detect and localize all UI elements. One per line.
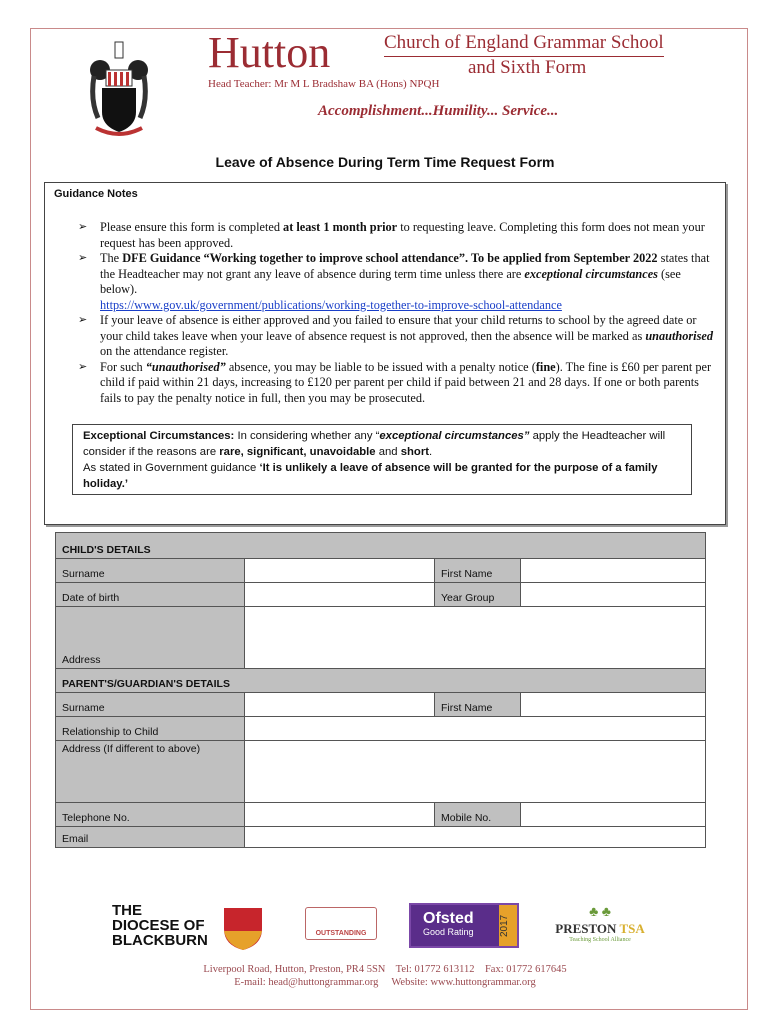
text: short — [400, 446, 429, 458]
footer-contact: E-mail: head@huttongrammar.org Website: www.huttongrammar.org — [234, 977, 536, 988]
child-details-heading: CHILD'S DETAILS — [56, 533, 705, 559]
text: DFE Guidance “Working together to improve school attendance”. To be applied from September 2022 — [122, 251, 658, 265]
text: PRESTON — [555, 921, 617, 936]
text: to requesting leave. Completing this form does not mean your request has been approved. — [100, 220, 705, 250]
text: OUTSTANDING — [315, 930, 367, 937]
child-dob-label: Date of birth — [56, 583, 244, 607]
child-first-name-label: First Name — [434, 559, 520, 583]
text: 2017 — [499, 905, 517, 946]
parent-surname-label: Surname — [56, 693, 244, 717]
school-motto: Accomplishment...Humility... Service... — [318, 103, 559, 119]
child-surname-input[interactable] — [244, 559, 434, 583]
text: on the attendance register. — [100, 344, 229, 358]
child-year-group-input[interactable] — [520, 583, 705, 607]
telephone-label: Telephone No. — [56, 803, 244, 827]
text: As stated in Government guidance — [83, 462, 260, 474]
parent-address-label: Address (If different to above) — [56, 741, 244, 803]
parent-first-name-label: First Name — [434, 693, 520, 717]
preston-tsa-logo: ♣ ♣ PRESTON TSA Teaching School Alliance — [540, 905, 660, 943]
guidance-item — [78, 313, 718, 360]
text: absence, you may be liable to be issued with a penalty notice ( — [225, 359, 536, 374]
footer-address: Liverpool Road, Hutton, Preston, PR4 5SN Tel: 01772 613112 Fax: 01772 617645 — [203, 964, 567, 975]
relationship-input[interactable] — [244, 717, 705, 741]
parent-address-input[interactable] — [244, 741, 705, 803]
text: states that the Headteacher may not grant any leave of absence during term time unless there are — [100, 251, 710, 281]
child-address-label: Address — [56, 607, 244, 669]
school-subtitle-2: and Sixth Form — [468, 57, 587, 78]
mobile-label: Mobile No. — [434, 803, 520, 827]
text: ‘It is unlikely a leave of absence will be granted for the purpose of a family holiday.’ — [83, 462, 658, 490]
text: Good Rating — [423, 927, 474, 937]
guidance-item — [78, 251, 718, 313]
text: For such — [100, 359, 146, 374]
text: fine — [535, 359, 556, 374]
guidance-item — [78, 360, 718, 407]
mobile-input[interactable] — [520, 803, 705, 827]
email-input[interactable] — [244, 827, 705, 847]
text: TSA — [619, 921, 645, 936]
text: “unauthorised” — [145, 359, 226, 374]
text: at least 1 month prior — [283, 220, 398, 234]
text: (see below). — [100, 266, 681, 296]
text: Please ensure this form is completed — [100, 220, 284, 234]
text: Teaching School Alliance — [569, 937, 631, 943]
ofsted-logo — [409, 903, 519, 948]
text: exceptional circumstances — [524, 266, 658, 281]
text: . — [428, 446, 433, 458]
guidance-item — [78, 220, 718, 251]
school-name: Hutton — [208, 28, 331, 77]
text: If your leave of absence is either approved and you failed to ensure that your child returns to school by the agreed date or your child takes leave when your leave of absence request is not approved, then the absence will be marked as — [100, 313, 697, 343]
email-label: Email — [56, 827, 244, 847]
school-crest-logo — [88, 40, 150, 140]
text: Ofsted — [423, 910, 474, 927]
parent-details-heading: PARENT'S/GUARDIAN'S DETAILS — [56, 669, 705, 693]
text: ). The fine is £60 per parent per child if paid within 21 days, increasing to £120 per parent per child if paid between 21 and 28 days. If one or both parents fails to pay the penalty notice in full, then you may be prosecuted. — [100, 359, 712, 405]
text: rare, significant, unavoidable — [219, 446, 376, 458]
child-first-name-input[interactable] — [520, 559, 705, 583]
text: Exceptional Circumstances: — [83, 430, 235, 442]
form-title: Leave of Absence During Term Time Request Form — [215, 154, 555, 170]
text: THE DIOCESE OF BLACKBURN — [112, 902, 208, 949]
relationship-label: Relationship to Child — [56, 717, 244, 741]
telephone-input[interactable] — [244, 803, 434, 827]
child-address-input[interactable] — [244, 607, 705, 669]
child-year-group-label: Year Group — [434, 583, 520, 607]
child-dob-input[interactable] — [244, 583, 434, 607]
text: exceptional circumstances” — [379, 430, 530, 442]
diocese-logo — [112, 903, 222, 953]
text: apply the Headteacher will consider if the reasons are — [83, 430, 666, 458]
text: and — [375, 446, 401, 458]
parent-first-name-input[interactable] — [520, 693, 705, 717]
guidance-list — [78, 220, 718, 406]
text: unauthorised — [645, 328, 713, 343]
school-subtitle: Church of England Grammar School — [384, 31, 664, 57]
diocese-shield-icon — [223, 907, 263, 951]
details-form — [55, 532, 706, 848]
text: The — [100, 251, 123, 265]
siams-outstanding-logo — [305, 907, 377, 940]
parent-surname-input[interactable] — [244, 693, 434, 717]
guidance-heading: Guidance Notes — [54, 188, 138, 200]
dfe-guidance-link[interactable]: https://www.gov.uk/government/publications/working-together-to-improve-school-attendance — [100, 297, 562, 312]
head-teacher: Head Teacher: Mr M L Bradshaw BA (Hons) NPQH — [208, 78, 440, 90]
text: In considering whether any “ — [234, 430, 380, 442]
child-surname-label: Surname — [56, 559, 244, 583]
exceptional-circumstances-box — [72, 424, 692, 495]
